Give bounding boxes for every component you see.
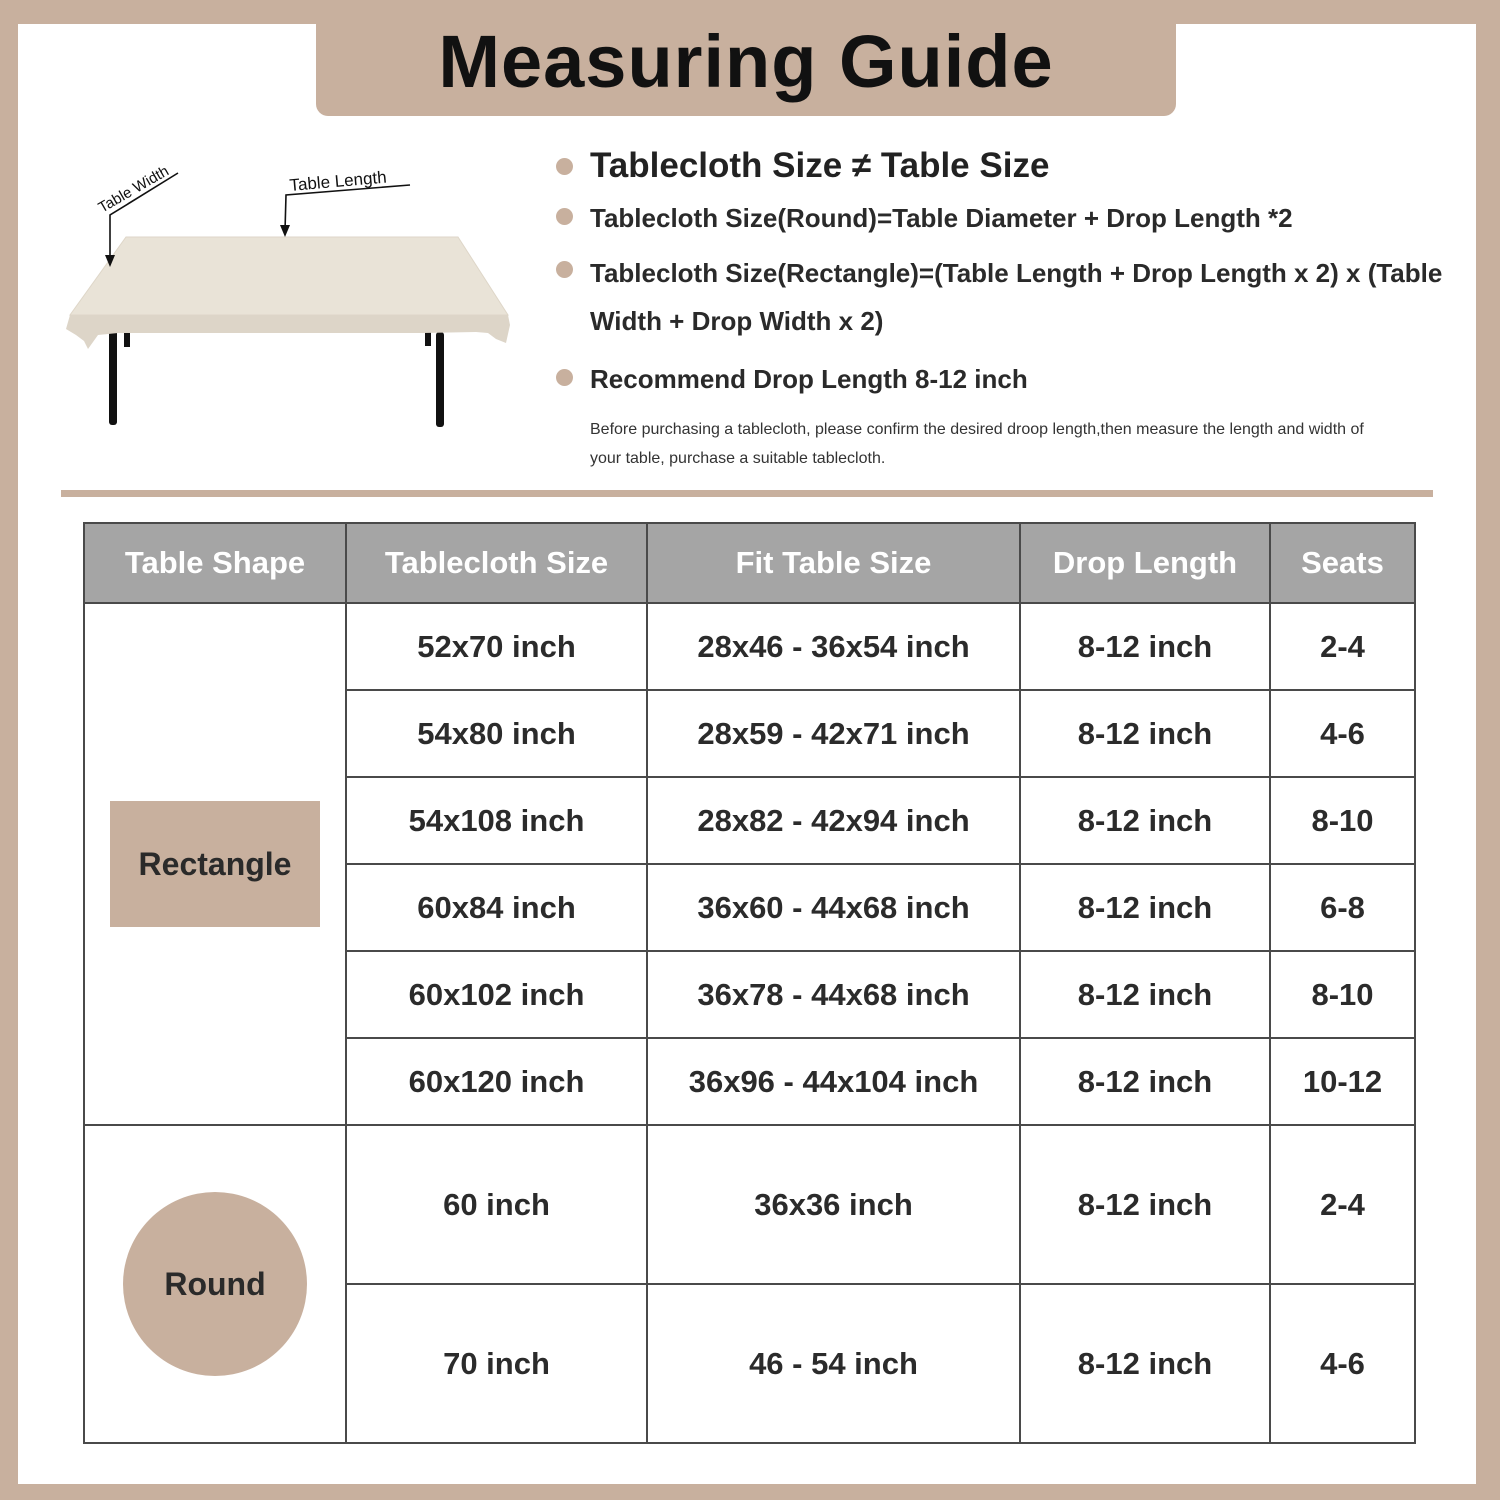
cell-drop-length: 8-12 inch xyxy=(1020,951,1270,1038)
cell-drop-length: 8-12 inch xyxy=(1020,777,1270,864)
cell-fit-table-size: 28x59 - 42x71 inch xyxy=(647,690,1020,777)
bullet-dot-icon xyxy=(556,369,573,386)
table-row xyxy=(84,603,1415,690)
cell-drop-length: 8-12 inch xyxy=(1020,864,1270,951)
purchase-note: Before purchasing a tablecloth, please confirm the desired droop length,then measure the length and width of your table, purchase a suitable tablecloth. xyxy=(590,421,1364,467)
cell-tablecloth-size: 54x108 inch xyxy=(346,777,647,864)
bullet-heading-text: Tablecloth Size ≠ Table Size xyxy=(590,146,1050,185)
cell-fit-table-size: 36x36 inch xyxy=(647,1125,1020,1284)
cell-tablecloth-size: 60 inch xyxy=(346,1125,647,1284)
cell-fit-table-size: 36x60 - 44x68 inch xyxy=(647,864,1020,951)
cell-tablecloth-size: 60x102 inch xyxy=(346,951,647,1038)
header-table-shape: Table Shape xyxy=(84,523,346,603)
bullet-drop-length xyxy=(556,357,1456,403)
size-chart-table xyxy=(83,522,1416,1444)
page-title: Measuring Guide xyxy=(438,19,1054,103)
shape-cell-rectangle xyxy=(84,603,346,1125)
cell-drop-length: 8-12 inch xyxy=(1020,1125,1270,1284)
header-fit-table-size: Fit Table Size xyxy=(647,523,1020,603)
cell-drop-length: 8-12 inch xyxy=(1020,1284,1270,1443)
section-divider xyxy=(61,490,1433,497)
bullet-dot-icon xyxy=(556,208,573,225)
cell-seats: 4-6 xyxy=(1270,1284,1415,1443)
table-header-row xyxy=(84,523,1415,603)
bullet-rectangle-formula xyxy=(556,249,1456,353)
cell-seats: 2-4 xyxy=(1270,1125,1415,1284)
cell-tablecloth-size: 54x80 inch xyxy=(346,690,647,777)
cell-drop-length: 8-12 inch xyxy=(1020,603,1270,690)
cell-fit-table-size: 28x46 - 36x54 inch xyxy=(647,603,1020,690)
cell-drop-length: 8-12 inch xyxy=(1020,1038,1270,1125)
table-leg-front-left xyxy=(109,329,117,425)
cell-seats: 2-4 xyxy=(1270,603,1415,690)
table-leg-front-right xyxy=(436,332,444,427)
cell-tablecloth-size: 52x70 inch xyxy=(346,603,647,690)
header-seats: Seats xyxy=(1270,523,1415,603)
bullet-text: Tablecloth Size(Rectangle)=(Table Length + Drop Length x 2) x (Table Width + Drop Width x 2) xyxy=(590,258,1443,336)
tablecloth-top xyxy=(70,237,508,315)
cell-seats: 6-8 xyxy=(1270,864,1415,951)
header-tablecloth-size: Tablecloth Size xyxy=(346,523,647,603)
cell-fit-table-size: 36x78 - 44x68 inch xyxy=(647,951,1020,1038)
title-banner xyxy=(316,0,1176,116)
bullet-text: Tablecloth Size(Round)=Table Diameter + Drop Length *2 xyxy=(590,203,1293,233)
cell-seats: 8-10 xyxy=(1270,777,1415,864)
bullet-dot-icon xyxy=(556,261,573,278)
cell-tablecloth-size: 60x84 inch xyxy=(346,864,647,951)
bullet-dot-icon xyxy=(556,158,573,175)
shape-cell-round xyxy=(84,1125,346,1443)
cell-fit-table-size: 36x96 - 44x104 inch xyxy=(647,1038,1020,1125)
cell-tablecloth-size: 60x120 inch xyxy=(346,1038,647,1125)
table-row xyxy=(84,1125,1415,1284)
bullet-round-formula xyxy=(556,196,1456,246)
rectangle-badge: Rectangle xyxy=(110,801,320,927)
cell-tablecloth-size: 70 inch xyxy=(346,1284,647,1443)
round-badge: Round xyxy=(123,1192,307,1376)
cell-seats: 4-6 xyxy=(1270,690,1415,777)
cell-fit-table-size: 28x82 - 42x94 inch xyxy=(647,777,1020,864)
cell-seats: 10-12 xyxy=(1270,1038,1415,1125)
table-length-label: Table Length xyxy=(288,167,388,195)
cell-seats: 8-10 xyxy=(1270,951,1415,1038)
header-drop-length: Drop Length xyxy=(1020,523,1270,603)
table-illustration xyxy=(58,129,518,429)
guide-bullets xyxy=(556,142,1456,473)
cell-fit-table-size: 46 - 54 inch xyxy=(647,1284,1020,1443)
cell-drop-length: 8-12 inch xyxy=(1020,690,1270,777)
table-width-label: Table Width xyxy=(95,162,172,217)
bullet-heading xyxy=(556,142,1456,196)
measuring-guide-page xyxy=(18,19,1476,1484)
bullet-text: Recommend Drop Length 8-12 inch xyxy=(590,364,1028,394)
